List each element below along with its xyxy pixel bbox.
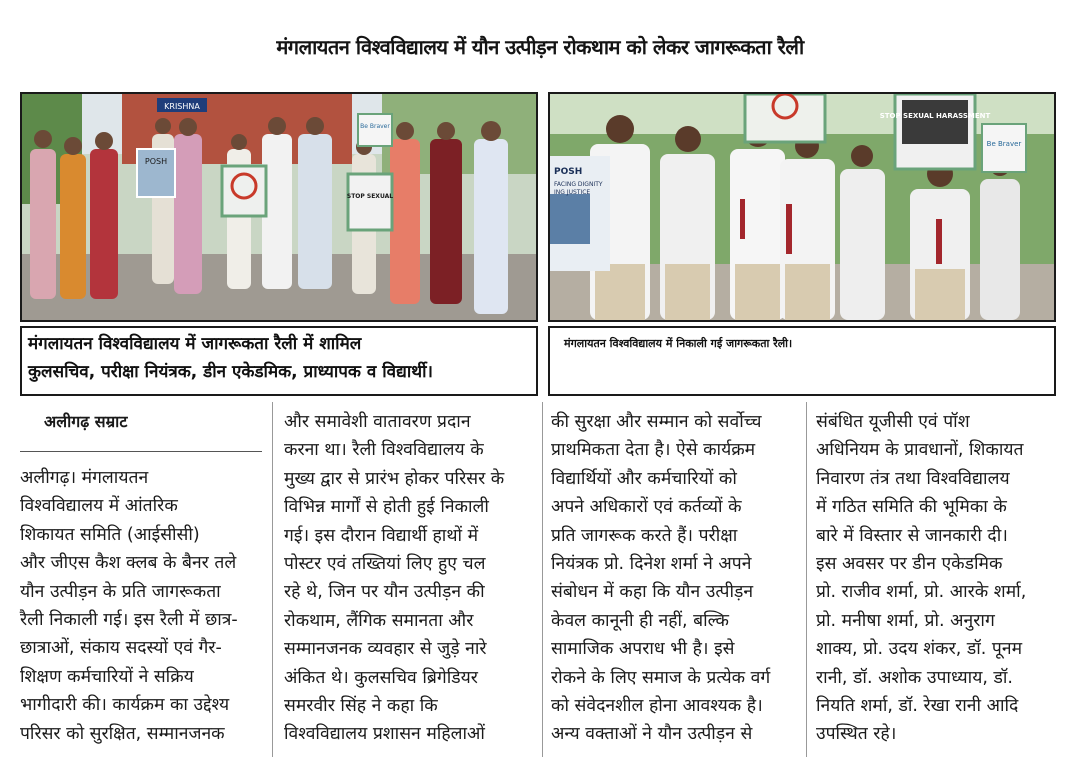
byline-divider: [20, 451, 262, 452]
article-line: की सुरक्षा और सम्मान को सर्वोच्च: [551, 412, 762, 432]
column-divider: [272, 402, 273, 757]
article-line: शाक्य, प्रो. उदय शंकर, डॉ. पूनम: [816, 639, 1023, 660]
article-line: रानी, डॉ. अशोक उपाध्याय, डॉ.: [816, 667, 1013, 688]
article-line: को संवेदनशील होना आवश्यक है।: [551, 696, 763, 717]
article-column-2: [284, 408, 536, 749]
placard-text-posh: POSH: [144, 157, 168, 166]
article-column-1: [20, 404, 268, 744]
article-line: नियति शर्मा, डॉ. रेखा रानी आदि: [816, 696, 1019, 717]
caption-left-line2: कुलसचिव, परीक्षा नियंत्रक, डीन एकेडमिक, प्राध्यापक व विद्यार्थी।: [28, 362, 433, 382]
article-line: गई। इस दौरान विद्यार्थी हाथों में: [284, 525, 479, 546]
headline: मंगलायतन विश्वविद्यालय में यौन उत्पीड़न रोकथाम को लेकर जागरूकता रैली: [276, 35, 804, 59]
article-line: प्राथमिकता देता है। ऐसे कार्यक्रम: [551, 440, 756, 461]
placard-text-justice: ING JUSTICE: [554, 189, 591, 196]
article-line: इस अवसर पर डीन एकेडमिक: [816, 554, 1003, 575]
article-line: प्रो. मनीषा शर्मा, प्रो. अनुराग: [816, 610, 995, 631]
column-divider: [806, 402, 807, 757]
article-line: शिक्षण कर्मचारियों ने सक्रिय: [20, 666, 194, 687]
article-line: विश्वविद्यालय में आंतरिक: [20, 496, 178, 517]
article-line: संबोधन में कहा कि यौन उत्पीड़न: [551, 582, 754, 603]
article-line: विश्वविद्यालय प्रशासन महिलाओं: [284, 724, 485, 745]
article-line: भागीदारी की। कार्यक्रम का उद्देश्य: [20, 695, 230, 716]
placard-text-stop-harassment: STOP SEXUAL HARASSMENT: [879, 112, 991, 120]
article-line: बारे में विस्तार से जानकारी दी।: [816, 525, 1008, 546]
article-line: केवल कानूनी ही नहीं, बल्कि: [551, 610, 729, 631]
article-line: विभिन्न मार्गों से होती हुई निकाली: [284, 497, 489, 518]
article-line: सम्मानजनक व्यवहार से जुड़े नारे: [284, 639, 487, 660]
article-line: अपने अधिकारों एवं कर्तव्यों के: [551, 497, 742, 518]
article-line: उपस्थित रहे।: [816, 724, 897, 745]
article-line: समरवीर सिंह ने कहा कि: [284, 696, 438, 717]
article-line: छात्राओं, संकाय सदस्यों एवं गैर-: [20, 638, 222, 659]
building-sign-text: KRISHNA: [164, 102, 200, 111]
placard: [982, 124, 1026, 172]
placard-text-brave: Be Braver: [360, 123, 390, 130]
placard-text-stop: STOP SEXUAL: [346, 193, 394, 200]
placard: [137, 149, 175, 197]
article-line: प्रति जागरूक करते हैं। परीक्षा: [551, 525, 738, 546]
article-line: रहे थे, जिन पर यौन उत्पीड़न की: [284, 582, 485, 603]
article-line: मुख्य द्वार से प्रारंभ होकर परिसर के: [284, 468, 505, 489]
article-line: और जीएस कैश क्लब के बैनर तले: [20, 553, 237, 574]
article-line: अलीगढ़। मंगलायतन: [20, 468, 149, 488]
article-line: शिकायत समिति (आईसीसी): [20, 524, 200, 545]
placard: [358, 114, 392, 146]
article-line: सामाजिक अपराध भी है। इसे: [551, 639, 735, 660]
article-line: यौन उत्पीड़न के प्रति जागरूकता: [20, 581, 221, 602]
photo-group-with-placards: [20, 92, 538, 322]
placard-text-posh: POSH: [554, 167, 583, 177]
article-line: प्रो. राजीव शर्मा, प्रो. आरके शर्मा,: [816, 582, 1027, 603]
column-divider: [542, 402, 543, 757]
byline: अलीगढ़ सम्राट: [44, 412, 128, 431]
article-column-4: [816, 408, 1056, 749]
placard: [222, 166, 266, 216]
article-line: रोकथाम, लैंगिक समानता और: [284, 610, 474, 631]
placard: [550, 156, 610, 271]
article-line: में गठित समिति की भूमिका के: [816, 497, 1007, 518]
photo-caption-right: मंगलायतन विश्वविद्यालय में निकाली गई जागरूकता रैली।: [548, 326, 1056, 396]
article-line: रोकने के लिए समाज के प्रत्येक वर्ग: [551, 667, 771, 688]
article-line: निवारण तंत्र तथा विश्वविद्यालय: [816, 468, 1010, 489]
photo-caption-left: [20, 326, 538, 396]
caption-left-line1: मंगलायतन विश्वविद्यालय में जागरूकता रैली में शामिल: [28, 334, 362, 354]
article-line: अन्य वक्ताओं ने यौन उत्पीड़न से: [551, 724, 753, 745]
article-line: पोस्टर एवं तख्तियां लिए हुए चल: [284, 554, 486, 575]
article-line: विद्यार्थियों और कर्मचारियों को: [551, 468, 737, 489]
placard-text-dignity: FACING DIGNITY: [554, 181, 603, 188]
placard: [745, 94, 825, 142]
article-line: रैली निकाली गई। इस रैली में छात्र-: [20, 610, 238, 631]
article-column-3: [551, 408, 791, 749]
article-line: संबंधित यूजीसी एवं पॉश: [816, 412, 970, 432]
photo-students-marching: [548, 92, 1056, 322]
article-line: अंकित थे। कुलसचिव ब्रिगेडियर: [284, 667, 478, 688]
people-group: [30, 117, 508, 314]
placard: [880, 94, 991, 169]
article-line: नियंत्रक प्रो. दिनेश शर्मा ने अपने: [551, 554, 752, 575]
placard-text-brave: Be Braver: [986, 140, 1022, 148]
article-line: करना था। रैली विश्वविद्यालय के: [284, 440, 484, 461]
article-line: अधिनियम के प्रावधानों, शिकायत: [816, 440, 1024, 461]
article-line: और समावेशी वातावरण प्रदान: [284, 412, 471, 432]
placard: [347, 174, 393, 230]
article-line: परिसर को सुरक्षित, सम्मानजनक: [20, 723, 225, 744]
